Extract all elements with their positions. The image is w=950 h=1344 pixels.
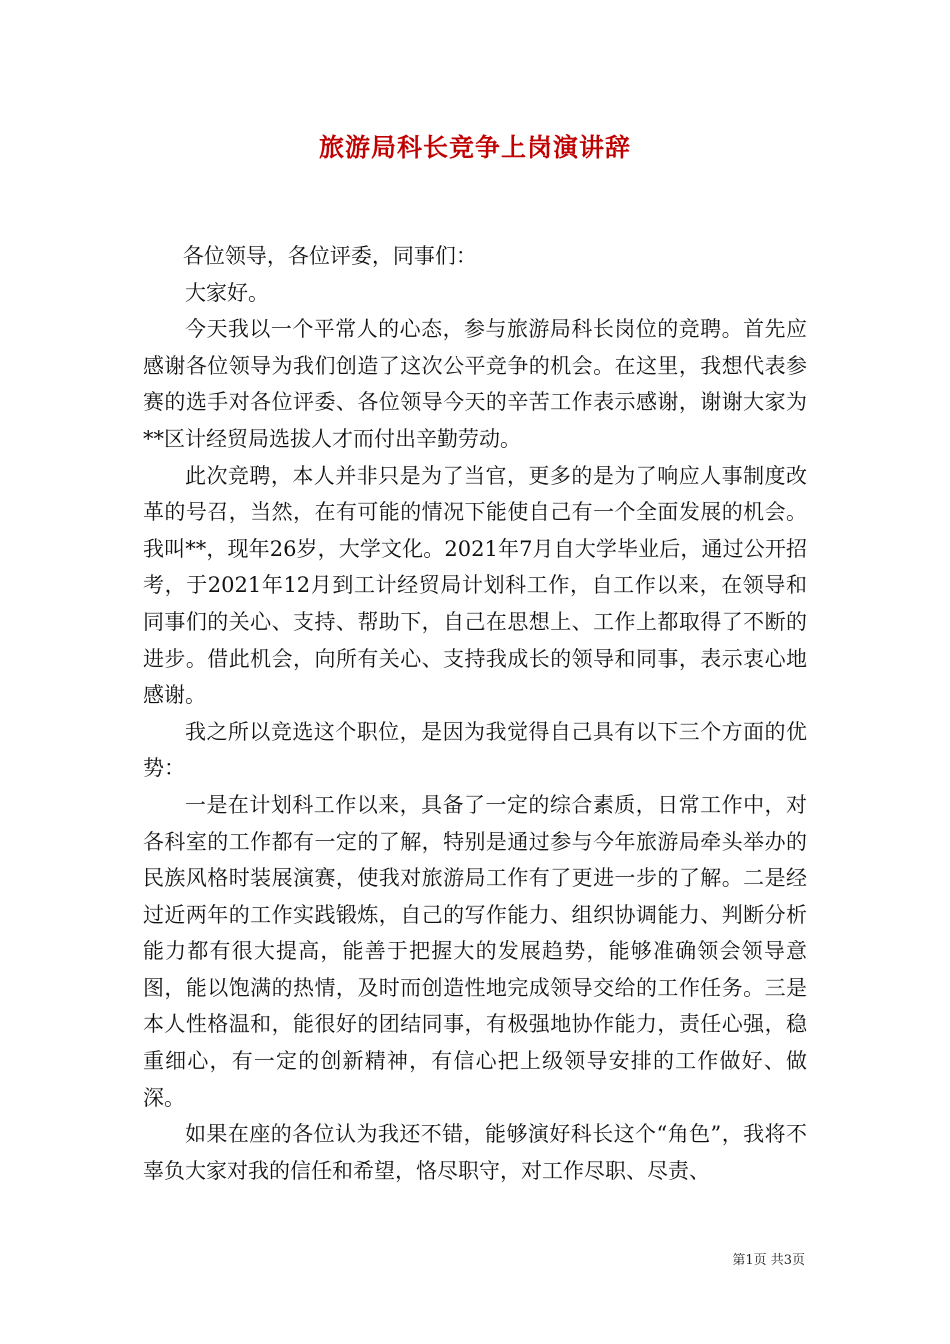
paragraph: 此次竞聘，本人并非只是为了当官，更多的是为了响应人事制度改革的号召，当然，在有可能的情况下能使自己有一个全面发展的机会。我叫**，现年26岁，大学文化。2021年7月自大学毕业后，通过公开招考，于2021年12月到工计经贸局计划科工作，自工作以来，在领导和同事们的关心、支持、帮助下，自己在思想上、工作上都取得了不断的进步。借此机会，向所有关心、支持我成长的领导和同事，表示衷心地感谢。 [143,463,807,708]
document-body [143,238,807,1189]
paragraph: 一是在计划科工作以来，具备了一定的综合素质，日常工作中，对各科室的工作都有一定的了解，特别是通过参与今年旅游局牵头举办的民族风格时装展演赛，使我对旅游局工作有了更进一步的了解。二是经过近两年的工作实践锻炼，自己的写作能力、组织协调能力、判断分析能力都有很大提高，能善于把握大的发展趋势，能够准确领会领导意图，能以饱满的热情，及时而创造性地完成领导交给的工作任务。三是本人性格温和，能很好的团结同事，有极强地协作能力，责任心强，稳重细心，有一定的创新精神，有信心把上级领导安排的工作做好、做深。 [143,792,807,1110]
paragraph-greeting: 大家好。 [185,280,269,305]
page-number: 第1页 共3页 [732,1253,805,1268]
paragraph: 我之所以竞选这个职位，是因为我觉得自己具有以下三个方面的优势： [143,719,807,781]
paragraph-salutation: 各位领导，各位评委，同事们： [182,244,477,268]
paragraph: 如果在座的各位认为我还不错，能够演好科长这个“角色”，我将不辜负大家对我的信任和希望，恪尽职守，对工作尽职、尽责、 [143,1122,807,1183]
document-title: 旅游局科长竞争上岗演讲辞 [318,133,631,162]
paragraph: 今天我以一个平常人的心态，参与旅游局科长岗位的竞聘。首先应感谢各位领导为我们创造了这次公平竞争的机会。在这里，我想代表参赛的选手对各位评委、各位领导今天的辛苦工作表示感谢，谢谢大家为**区计经贸局选拔人才而付出辛勤劳动。 [143,317,807,451]
